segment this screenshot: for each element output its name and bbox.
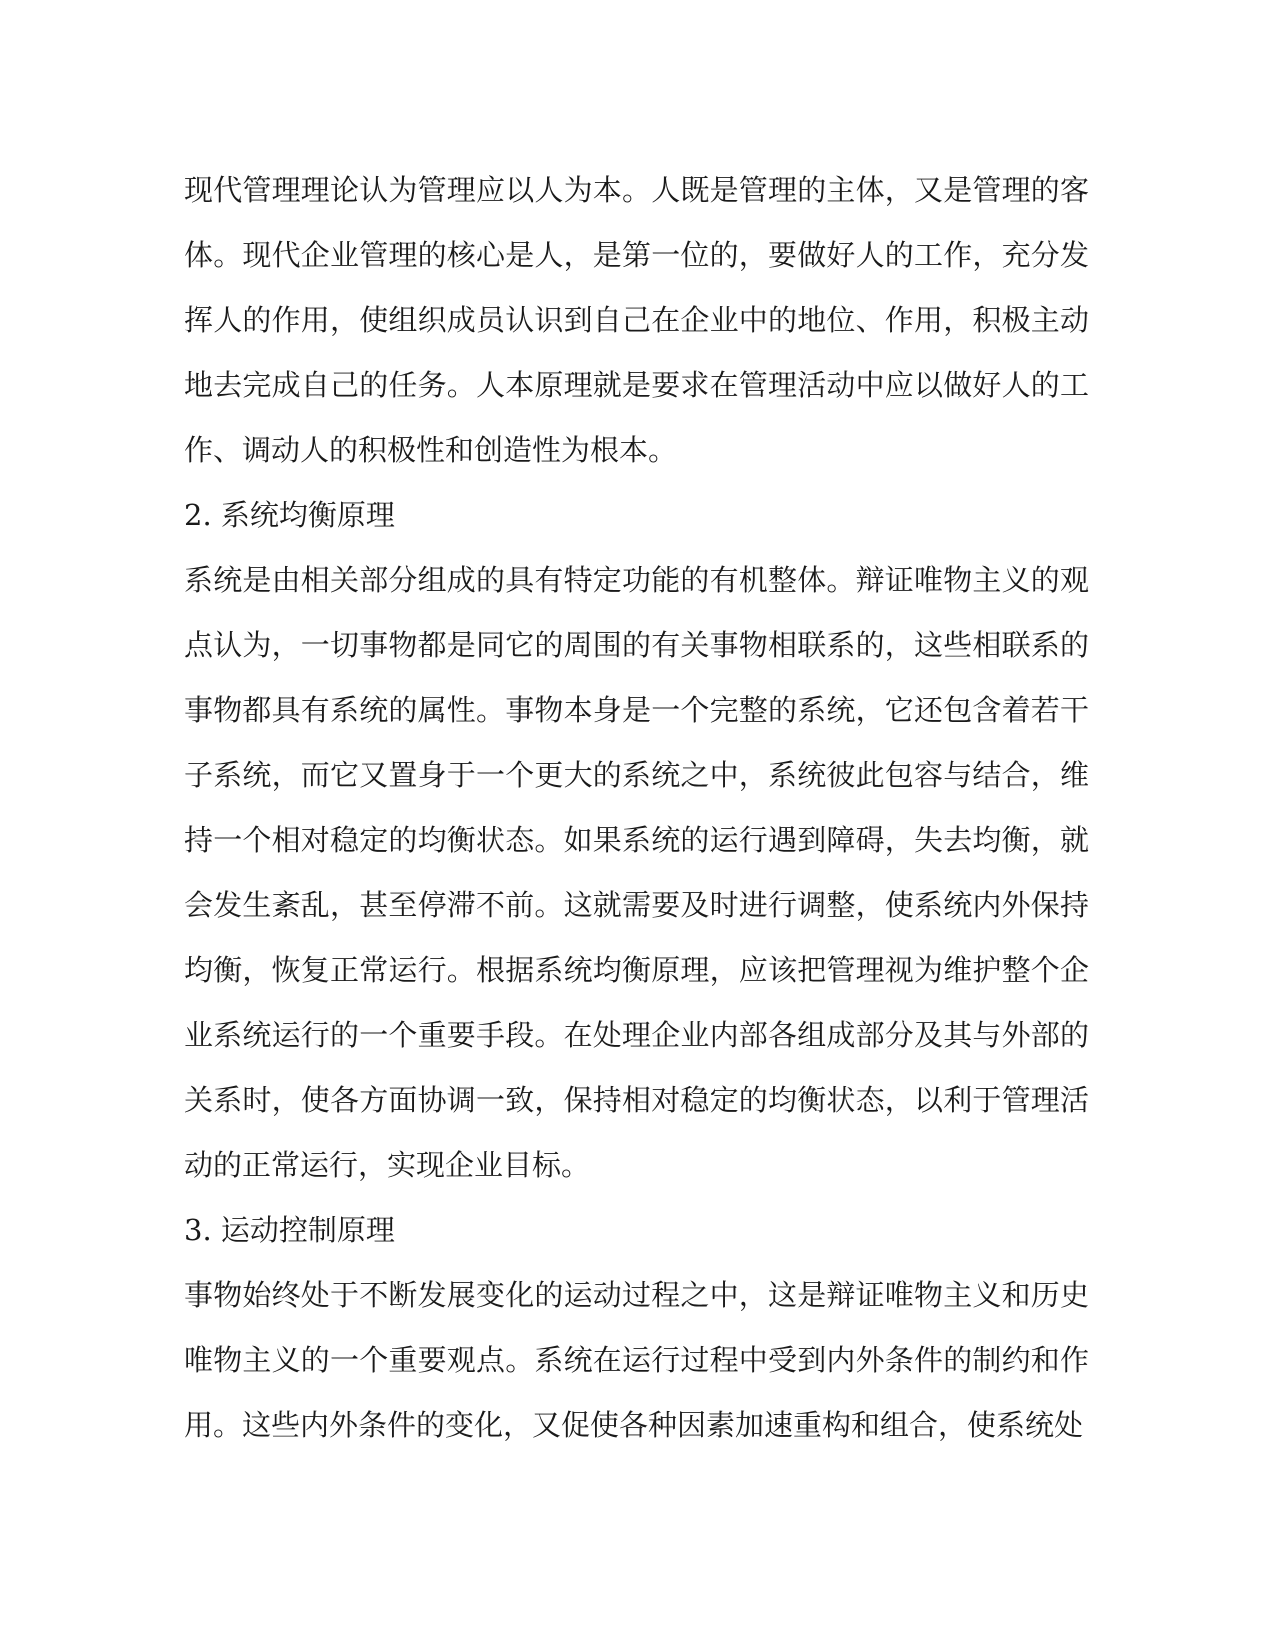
paragraph-system-balance: 系统是由相关部分组成的具有特定功能的有机整体。辩证唯物主义的观点认为，一切事物都是同它的周围的有关事物相联系的，这些相联系的事物都具有系统的属性。事物本身是一个完整的系统，它还包含着若干子系统，而它又置身于一个更大的系统之中，系统彼此包容与结合，维持一个相对稳定的均衡状态。如果系统的运行遇到障碍，失去均衡，就会发生紊乱，甚至停滞不前。这就需要及时进行调整，使系统内外保持均衡，恢复正常运行。根据系统均衡原理，应该把管理视为维护整个企业系统运行的一个重要手段。在处理企业内部各组成部分及其与外部的关系时，使各方面协调一致，保持相对稳定的均衡状态，以利于管理活动的正常运行，实现企业目标。 [184,563,1089,1182]
heading-system-balance: 2. 系统均衡原理 [184,498,395,532]
paragraph-motion-control: 事物始终处于不断发展变化的运动过程之中，这是辩证唯物主义和历史唯物主义的一个重要观点。系统在运行过程中受到内外条件的制约和作用。这些内外条件的变化，又促使各种因素加速重构和组合，使系统处 [184,1278,1089,1442]
paragraph-human-principle: 现代管理理论认为管理应以人为本。人既是管理的主体，又是管理的客体。现代企业管理的核心是人，是第一位的，要做好人的工作，充分发挥人的作用，使组织成员认识到自己在企业中的地位、作用，积极主动地去完成自己的任务。人本原理就是要求在管理活动中应以做好人的工作、调动人的积极性和创造性为根本。 [184,173,1089,467]
heading-motion-control: 3. 运动控制原理 [184,1213,395,1247]
document-body [184,158,1089,1458]
